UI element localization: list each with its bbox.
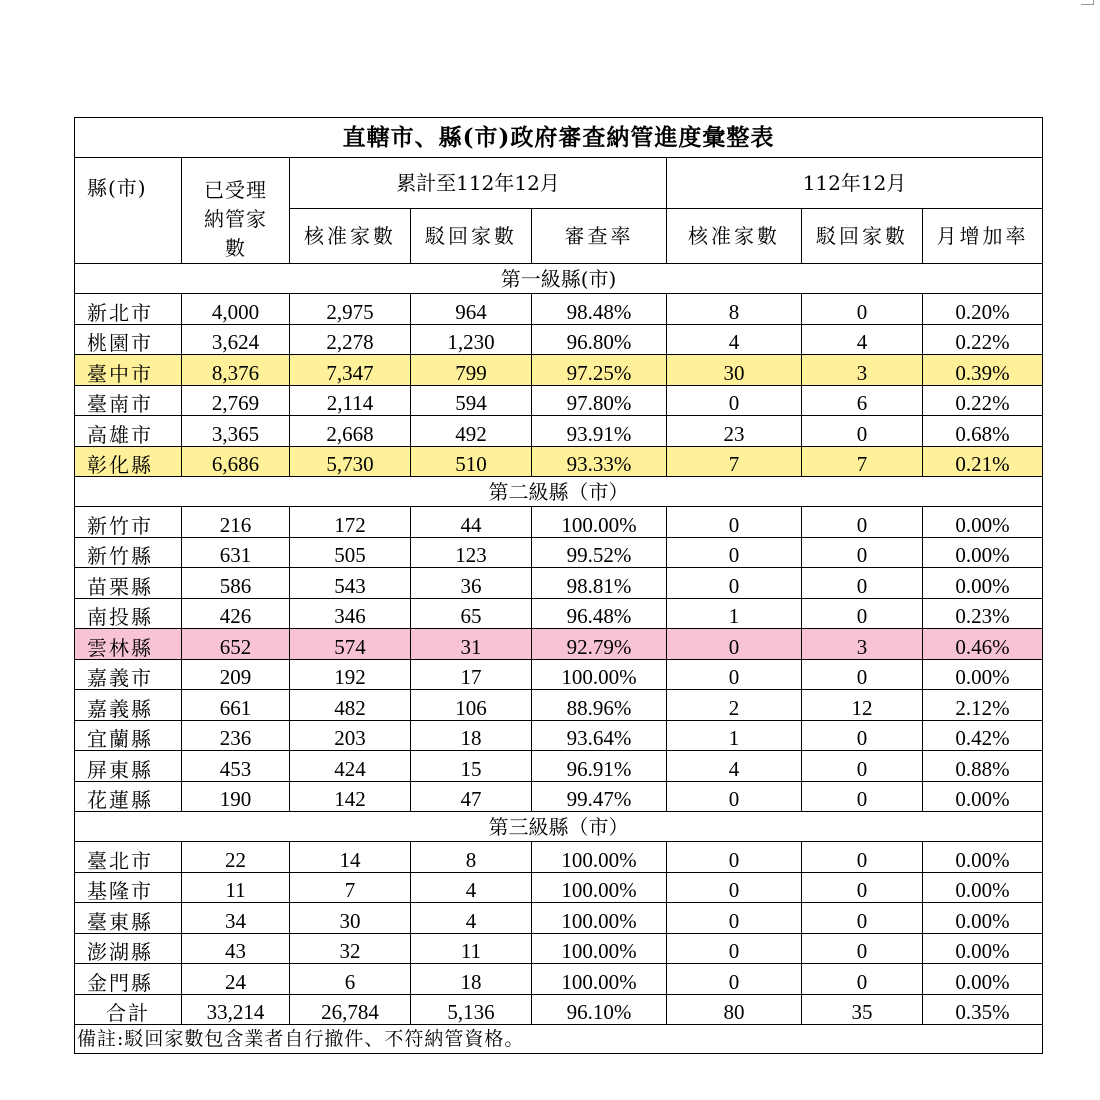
county-name-cell: 桃園市 <box>75 324 182 355</box>
rejected-cell: 17 <box>411 659 532 690</box>
received-cell: 426 <box>182 598 290 629</box>
approved-cell: 7,347 <box>290 355 411 386</box>
county-name-cell: 高雄市 <box>75 416 182 447</box>
month-approved-cell: 0 <box>667 659 802 690</box>
monthly-increase-cell: 0.00% <box>923 872 1043 903</box>
month-approved-column-header: 核准家數 <box>667 209 802 264</box>
rejected-column-header: 駁回家數 <box>411 209 532 264</box>
table-row <box>75 446 1043 477</box>
county-name-cell: 南投縣 <box>75 598 182 629</box>
rejected-cell: 492 <box>411 416 532 447</box>
monthly-increase-cell: 0.68% <box>923 416 1043 447</box>
month-approved-cell: 30 <box>667 355 802 386</box>
received-cell: 2,769 <box>182 385 290 416</box>
approved-cell: 505 <box>290 537 411 568</box>
section-header-row <box>75 264 1043 294</box>
approved-cell: 6 <box>290 964 411 995</box>
month-rejected-cell: 0 <box>802 507 923 538</box>
received-cell: 209 <box>182 659 290 690</box>
month-rejected-cell: 0 <box>802 933 923 964</box>
monthly-increase-cell: 0.00% <box>923 568 1043 599</box>
approved-cell: 543 <box>290 568 411 599</box>
month-approved-cell: 7 <box>667 446 802 477</box>
monthly-increase-cell: 0.39% <box>923 355 1043 386</box>
section-label: 第三級縣（市） <box>75 812 1043 842</box>
table-row <box>75 659 1043 690</box>
approved-cell: 142 <box>290 781 411 812</box>
table-row <box>75 385 1043 416</box>
received-cell: 3,365 <box>182 416 290 447</box>
review-rate-cell: 97.80% <box>532 385 667 416</box>
month-rejected-cell: 0 <box>802 751 923 782</box>
month-rejected-cell: 3 <box>802 629 923 660</box>
month-approved-cell: 1 <box>667 720 802 751</box>
rejected-cell: 47 <box>411 781 532 812</box>
received-cell: 586 <box>182 568 290 599</box>
month-rejected-cell: 0 <box>802 659 923 690</box>
received-cell: 8,376 <box>182 355 290 386</box>
approved-cell: 30 <box>290 903 411 934</box>
received-cell: 34 <box>182 903 290 934</box>
review-rate-cell: 93.91% <box>532 416 667 447</box>
monthly-increase-cell: 0.23% <box>923 598 1043 629</box>
county-name-cell: 臺南市 <box>75 385 182 416</box>
month-rejected-cell: 0 <box>802 872 923 903</box>
monthly-increase-cell: 0.00% <box>923 964 1043 995</box>
review-rate-cell: 97.25% <box>532 355 667 386</box>
review-rate-cell: 100.00% <box>532 507 667 538</box>
table-row <box>75 537 1043 568</box>
month-rejected-cell: 6 <box>802 385 923 416</box>
rejected-cell: 510 <box>411 446 532 477</box>
received-column-header <box>182 158 290 264</box>
review-rate-cell: 100.00% <box>532 872 667 903</box>
review-rate-cell: 99.52% <box>532 537 667 568</box>
review-rate-cell: 100.00% <box>532 964 667 995</box>
rejected-cell: 594 <box>411 385 532 416</box>
received-cell: 33,214 <box>182 994 290 1025</box>
approved-cell: 14 <box>290 842 411 873</box>
monthly-increase-cell: 0.20% <box>923 294 1043 325</box>
table-row <box>75 903 1043 934</box>
review-rate-cell: 96.80% <box>532 324 667 355</box>
review-rate-cell: 100.00% <box>532 903 667 934</box>
rejected-cell: 123 <box>411 537 532 568</box>
table-row <box>75 751 1043 782</box>
approved-cell: 172 <box>290 507 411 538</box>
review-rate-cell: 98.48% <box>532 294 667 325</box>
monthly-increase-cell: 0.00% <box>923 507 1043 538</box>
table-row <box>75 568 1043 599</box>
monthly-increase-cell: 0.00% <box>923 659 1043 690</box>
table-row <box>75 416 1043 447</box>
table-row <box>75 842 1043 873</box>
month-approved-cell: 2 <box>667 690 802 721</box>
month-approved-cell: 0 <box>667 903 802 934</box>
review-rate-cell: 98.81% <box>532 568 667 599</box>
month-approved-cell: 0 <box>667 872 802 903</box>
approved-cell: 2,975 <box>290 294 411 325</box>
approved-column-header: 核准家數 <box>290 209 411 264</box>
county-name-cell: 嘉義市 <box>75 659 182 690</box>
month-rejected-cell: 0 <box>802 903 923 934</box>
rejected-cell: 18 <box>411 964 532 995</box>
rejected-cell: 8 <box>411 842 532 873</box>
rejected-cell: 44 <box>411 507 532 538</box>
county-name-cell: 新竹市 <box>75 507 182 538</box>
table-row <box>75 324 1043 355</box>
monthly-increase-cell: 0.88% <box>923 751 1043 782</box>
rejected-cell: 1,230 <box>411 324 532 355</box>
monthly-increase-cell: 0.00% <box>923 842 1043 873</box>
review-rate-cell: 96.91% <box>532 751 667 782</box>
month-rejected-cell: 4 <box>802 324 923 355</box>
county-name-cell: 臺東縣 <box>75 903 182 934</box>
table-row <box>75 294 1043 325</box>
month-rejected-cell: 0 <box>802 416 923 447</box>
county-name-cell: 基隆市 <box>75 872 182 903</box>
county-name-cell: 雲林縣 <box>75 629 182 660</box>
month-approved-cell: 0 <box>667 537 802 568</box>
month-approved-cell: 23 <box>667 416 802 447</box>
rejected-cell: 4 <box>411 872 532 903</box>
county-name-cell: 金門縣 <box>75 964 182 995</box>
received-cell: 24 <box>182 964 290 995</box>
approved-cell: 2,114 <box>290 385 411 416</box>
county-name-cell: 新竹縣 <box>75 537 182 568</box>
table-body <box>75 264 1043 1025</box>
month-rejected-cell: 7 <box>802 446 923 477</box>
review-rate-cell: 99.47% <box>532 781 667 812</box>
rejected-cell: 964 <box>411 294 532 325</box>
page-corner-mark <box>1081 0 1094 5</box>
review-rate-cell: 96.10% <box>532 994 667 1025</box>
table-row <box>75 781 1043 812</box>
monthly-increase-cell: 0.21% <box>923 446 1043 477</box>
monthly-increase-cell: 0.22% <box>923 324 1043 355</box>
review-rate-cell: 93.64% <box>532 720 667 751</box>
approved-cell: 32 <box>290 933 411 964</box>
month-approved-cell: 0 <box>667 568 802 599</box>
rejected-cell: 18 <box>411 720 532 751</box>
table-row <box>75 690 1043 721</box>
review-rate-cell: 93.33% <box>532 446 667 477</box>
month-approved-cell: 4 <box>667 751 802 782</box>
rejected-cell: 106 <box>411 690 532 721</box>
month-approved-cell: 0 <box>667 385 802 416</box>
county-name-cell: 嘉義縣 <box>75 690 182 721</box>
county-name-cell: 臺中市 <box>75 355 182 386</box>
county-name-cell: 苗栗縣 <box>75 568 182 599</box>
table-row <box>75 629 1043 660</box>
received-cell: 661 <box>182 690 290 721</box>
received-cell: 22 <box>182 842 290 873</box>
county-column-header: 縣(市) <box>75 158 182 264</box>
received-cell: 4,000 <box>182 294 290 325</box>
total-label: 合計 <box>75 994 182 1025</box>
month-rejected-cell: 12 <box>802 690 923 721</box>
received-cell: 236 <box>182 720 290 751</box>
monthly-increase-cell: 0.00% <box>923 781 1043 812</box>
approved-cell: 7 <box>290 872 411 903</box>
month-approved-cell: 8 <box>667 294 802 325</box>
table-row <box>75 872 1043 903</box>
rejected-cell: 799 <box>411 355 532 386</box>
rejected-cell: 36 <box>411 568 532 599</box>
rejected-cell: 65 <box>411 598 532 629</box>
review-rate-column-header: 審查率 <box>532 209 667 264</box>
month-approved-cell: 4 <box>667 324 802 355</box>
section-label: 第二級縣（市） <box>75 477 1043 507</box>
monthly-increase-cell: 2.12% <box>923 690 1043 721</box>
rejected-cell: 4 <box>411 903 532 934</box>
county-name-cell: 花蓮縣 <box>75 781 182 812</box>
month-rejected-cell: 0 <box>802 720 923 751</box>
rejected-cell: 15 <box>411 751 532 782</box>
monthly-increase-cell: 0.00% <box>923 537 1043 568</box>
monthly-increase-cell: 0.22% <box>923 385 1043 416</box>
review-rate-cell: 92.79% <box>532 629 667 660</box>
approved-cell: 424 <box>290 751 411 782</box>
month-approved-cell: 0 <box>667 507 802 538</box>
approved-cell: 574 <box>290 629 411 660</box>
section-label: 第一級縣(市) <box>75 264 1043 294</box>
review-rate-cell: 88.96% <box>532 690 667 721</box>
received-cell: 190 <box>182 781 290 812</box>
footnote: 備註:駁回家數包含業者自行撤件、不符納管資格。 <box>75 1025 1043 1054</box>
monthly-increase-cell: 0.00% <box>923 903 1043 934</box>
review-rate-cell: 96.48% <box>532 598 667 629</box>
month-approved-cell: 0 <box>667 933 802 964</box>
approved-cell: 482 <box>290 690 411 721</box>
county-name-cell: 新北市 <box>75 294 182 325</box>
month-rejected-column-header: 駁回家數 <box>802 209 923 264</box>
month-rejected-cell: 3 <box>802 355 923 386</box>
approved-cell: 5,730 <box>290 446 411 477</box>
received-cell: 631 <box>182 537 290 568</box>
approved-cell: 26,784 <box>290 994 411 1025</box>
table-row <box>75 507 1043 538</box>
month-approved-cell: 0 <box>667 629 802 660</box>
table-row <box>75 964 1043 995</box>
total-row <box>75 994 1043 1025</box>
received-cell: 3,624 <box>182 324 290 355</box>
received-cell: 652 <box>182 629 290 660</box>
monthly-increase-cell: 0.00% <box>923 933 1043 964</box>
review-rate-cell: 100.00% <box>532 933 667 964</box>
section-header-row <box>75 812 1043 842</box>
received-cell: 453 <box>182 751 290 782</box>
month-rejected-cell: 0 <box>802 568 923 599</box>
received-cell: 43 <box>182 933 290 964</box>
approved-cell: 2,278 <box>290 324 411 355</box>
county-name-cell: 彰化縣 <box>75 446 182 477</box>
month-rejected-cell: 0 <box>802 842 923 873</box>
month-approved-cell: 0 <box>667 842 802 873</box>
county-name-cell: 宜蘭縣 <box>75 720 182 751</box>
month-approved-cell: 1 <box>667 598 802 629</box>
review-rate-cell: 100.00% <box>532 842 667 873</box>
table-row <box>75 598 1043 629</box>
month-rejected-cell: 0 <box>802 294 923 325</box>
approved-cell: 203 <box>290 720 411 751</box>
county-name-cell: 澎湖縣 <box>75 933 182 964</box>
rejected-cell: 5,136 <box>411 994 532 1025</box>
monthly-increase-cell: 0.35% <box>923 994 1043 1025</box>
received-cell: 11 <box>182 872 290 903</box>
approved-cell: 2,668 <box>290 416 411 447</box>
month-rejected-cell: 0 <box>802 781 923 812</box>
month-approved-cell: 0 <box>667 964 802 995</box>
month-approved-cell: 80 <box>667 994 802 1025</box>
approved-cell: 346 <box>290 598 411 629</box>
progress-summary-sheet <box>74 117 1042 1054</box>
progress-table <box>74 117 1043 1054</box>
month-rejected-cell: 0 <box>802 964 923 995</box>
review-rate-cell: 100.00% <box>532 659 667 690</box>
section-header-row <box>75 477 1043 507</box>
monthly-increase-cell: 0.42% <box>923 720 1043 751</box>
table-row <box>75 933 1043 964</box>
month-group-header: 112年12月 <box>667 158 1043 209</box>
rejected-cell: 31 <box>411 629 532 660</box>
table-title: 直轄市、縣(市)政府審查納管進度彙整表 <box>75 118 1043 158</box>
county-name-cell: 屏東縣 <box>75 751 182 782</box>
month-rejected-cell: 0 <box>802 537 923 568</box>
monthly-increase-cell: 0.46% <box>923 629 1043 660</box>
received-cell: 216 <box>182 507 290 538</box>
county-name-cell: 臺北市 <box>75 842 182 873</box>
month-rejected-cell: 35 <box>802 994 923 1025</box>
received-cell: 6,686 <box>182 446 290 477</box>
rejected-cell: 11 <box>411 933 532 964</box>
received-header-text: 已受理納管家數 <box>204 178 267 260</box>
table-row <box>75 355 1043 386</box>
approved-cell: 192 <box>290 659 411 690</box>
table-row <box>75 720 1043 751</box>
month-rejected-cell: 0 <box>802 598 923 629</box>
monthly-increase-column-header: 月增加率 <box>923 209 1043 264</box>
month-approved-cell: 0 <box>667 781 802 812</box>
cumulative-group-header: 累計至112年12月 <box>290 158 667 209</box>
